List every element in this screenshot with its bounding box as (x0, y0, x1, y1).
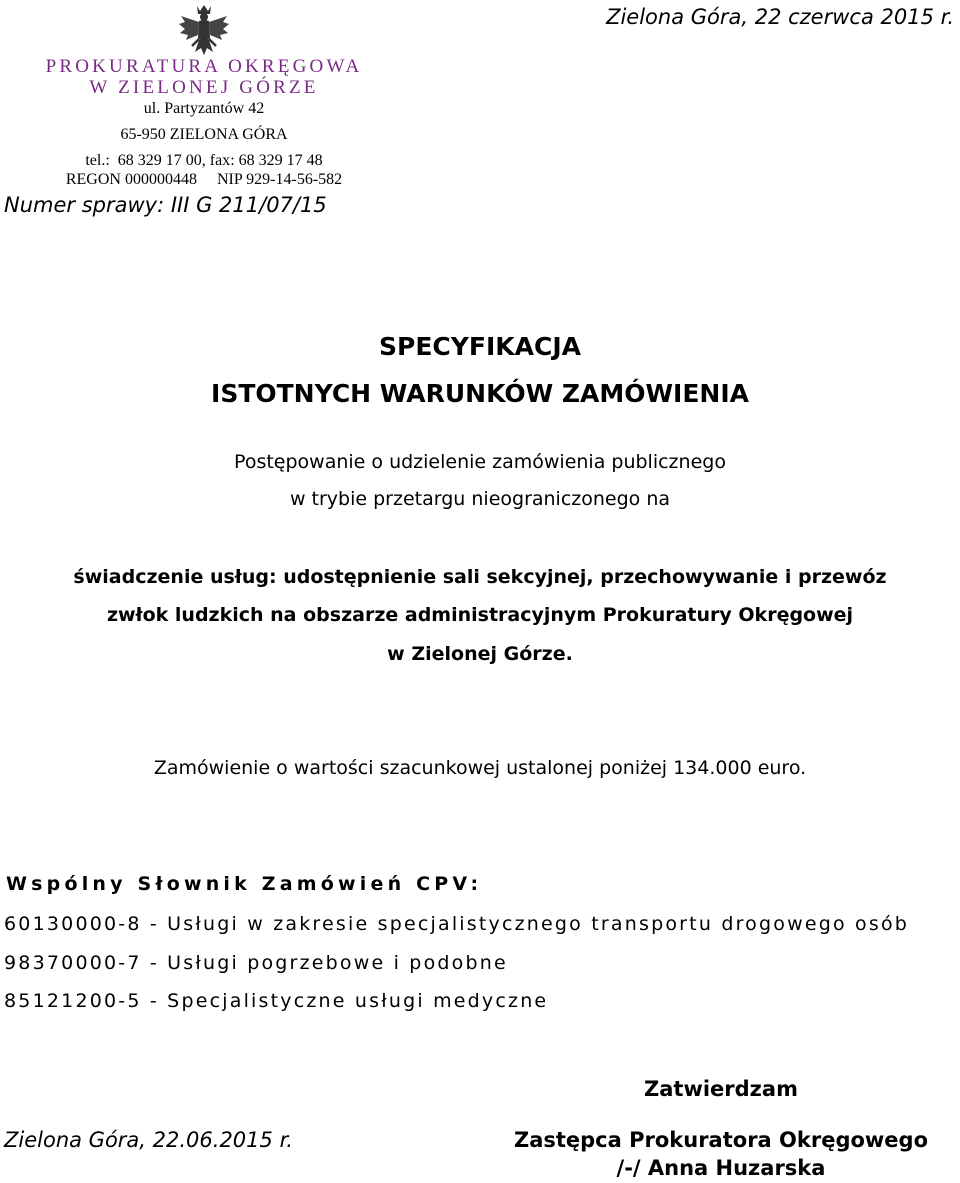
value-note: Zamówienie o wartości szacunkowej ustalonej poniżej 134.000 euro. (153, 757, 807, 779)
document-place-date: Zielona Góra, 22 czerwca 2015 r. (606, 5, 954, 29)
subject-line3: w Zielonej Górze. (387, 643, 573, 665)
signature-place-date: Zielona Góra, 22.06.2015 r. (4, 1128, 293, 1152)
office-name-line2: W ZIELONEJ GÓRZE (89, 77, 319, 98)
polish-eagle-emblem-icon (175, 2, 233, 58)
office-city: 65-950 ZIELONA GÓRA (120, 126, 288, 143)
cpv-code-item: 85121200-5 - Specjalistyczne usługi medyczne (4, 990, 549, 1012)
cpv-code-item: 60130000-8 - Usługi w zakresie specjalistycznego transportu drogowego osób (4, 913, 910, 935)
signer-name: /-/ Anna Huzarska (616, 1156, 826, 1180)
document-title-line2: ISTOTNYCH WARUNKÓW ZAMÓWIENIA (211, 379, 749, 408)
cpv-heading: Wspólny Słownik Zamówień CPV: (6, 873, 483, 895)
office-regon-nip: REGON 000000448 NIP 929-14-56-582 (65, 171, 343, 188)
cpv-code-item: 98370000-7 - Usługi pogrzebowe i podobne (4, 952, 508, 974)
office-name-line1: PROKURATURA OKRĘGOWA (45, 56, 363, 77)
subject-line1: świadczenie usług: udostępnienie sali sekcyjnej, przechowywanie i przewóz (73, 566, 887, 588)
case-number: Numer sprawy: III G 211/07/15 (4, 193, 327, 217)
procedure-line1: Postępowanie o udzielenie zamówienia publicznego (234, 451, 726, 473)
signer-position: Zastępca Prokuratora Okręgowego (513, 1128, 929, 1152)
office-tel-fax: tel.: 68 329 17 00, fax: 68 329 17 48 (85, 152, 323, 169)
subject-line2: zwłok ludzkich na obszarze administracyjnym Prokuratury Okręgowej (106, 604, 854, 626)
office-street: ul. Partyzantów 42 (143, 100, 265, 117)
document-title-line1: SPECYFIKACJA (379, 332, 581, 361)
approval-label: Zatwierdzam (644, 1077, 798, 1101)
procedure-line2: w trybie przetargu nieograniczonego na (289, 488, 671, 510)
